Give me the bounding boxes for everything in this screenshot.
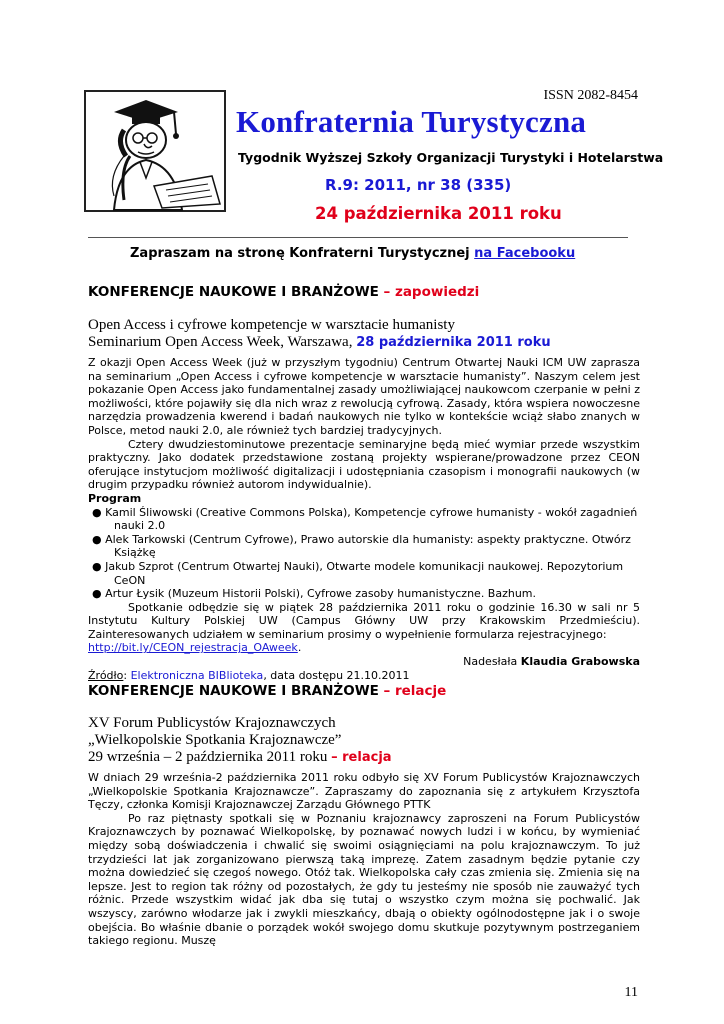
program-item: ● Jakub Szprot (Centrum Otwartej Nauki), Otwarte modele komunikacji naukowej. Repozytorium CeON [92,559,624,587]
article2-body [88,771,640,948]
article1-paragraph3: Spotkanie odbędzie się w piątek 28 października 2011 roku o godzinie 16.30 w sali nr 5 Instytutu Kultury Polskiej UW (Campus Główny UW przy Krakowskim Przedmieściu). Zainteresowanych udziałem w seminarium prosimy o wypełnienie formularza rejestracyjnego: [88,600,640,641]
article2-title-dates: 29 września – 2 października 2011 roku [88,749,332,765]
registration-link[interactable]: http://bit.ly/CEON_rejestracja_OAweek [88,641,298,655]
section-heading-reports [88,683,446,699]
article2-title-line1: XV Forum Publicystów Krajoznawczych [88,715,336,731]
header-divider [88,237,628,238]
article1-title-date: 28 października 2011 roku [356,335,551,350]
invite-text: Zapraszam na stronę Konfraterni Turystycznej [130,246,475,261]
article1-title-line1: Open Access i cyfrowe kompetencje w warsztacie humanisty [88,317,455,333]
issn: ISSN 2082-8454 [543,88,638,103]
logo-illustration [84,90,226,212]
issue-date: 24 października 2011 roku [315,204,562,223]
section-tag: – zapowiedzi [378,284,480,300]
article2-title-tag: – relacja [331,750,392,765]
article1-body [88,356,640,682]
source-label: Źródło [88,668,124,682]
article2-paragraph2: Po raz piętnasty spotkali się w Poznaniu krajoznawcy zaproszeni na Forum Publicystów Krajoznawczych by poznawać Wielkopolskę, by poznawać nowych ludzi i w końcu, by wymieniać między sobą doświadczenia i chwalić się swoimi osiągnięciami na polu krajoznawczym. To już trzydzieści lat jak zorganizowano pierwszą taką imprezę. Zatem zasadnym będzie pytanie czy można dowiedzieć się czegoś nowego. Otóż tak. Wielkopolska cały czas zmienia się. Zmienia się na lepsze. Jest to region tak różny od pozostałych, że gdy tu jesteśmy nie sposób nie zauważyć tych różnic. Przede wszystkim widać jak dba się tutaj o wszystko czym można się pochwalić. Jak wszyscy, zarówno włodarze jak i zwykli mieszkańcy, dbają o obiekty ogólnodostępne jak i o swoje obejścia. Bo właśnie dbanie o porządek wokół swojego domu skutkuje pozytywnym postrzeganiem takiego regionu. Muszę [88,811,640,948]
sent-by-label: Nadesłała [463,655,521,669]
program-item: ● Alek Tarkowski (Centrum Cyfrowe), Prawo autorskie dla humanisty: aspekty praktyczne. Otwórz Książkę [92,532,631,560]
section-heading-announcements [88,284,479,300]
section-tag: – relacje [378,683,447,699]
facebook-link[interactable]: na Facebooku [474,246,576,261]
section-title: KONFERENCJE NAUKOWE I BRANŻOWE [88,683,379,699]
source-rest: , data dostępu 21.10.2011 [263,668,410,682]
article2-title-line3 [88,749,392,766]
program-label: Program [88,491,142,505]
article2-paragraph1: W dniach 29 września-2 października 2011 roku odbyło się XV Forum Publicystów Krajoznawczych „Wielkopolskie Spotkania Krajoznawcze”. Zapraszamy do zapoznania się z artykułem Krzysztofa Tęczy, członka Komisji Krajoznawczej Zarządu Głównego PTTK [88,771,640,812]
page-number: 11 [624,985,638,1000]
article2-title-line2: „Wielkopolskie Spotkania Krajoznawcze” [88,732,342,748]
magazine-subtitle: Tygodnik Wyższej Szkoły Organizacji Turystyki i Hotelarstwa [238,150,664,165]
issue-number: R.9: 2011, nr 38 (335) [325,176,512,194]
article1-paragraph2: Cztery dwudziestominutowe prezentacje seminaryjne będą mieć wymiar przede wszystkim praktyczny. Jako dodatek przedstawione zostaną projekty wspierane/prowadzone przez CEON oferujące instytucjom możliwość digitalizacji i udostępniania czasopism i monografii naukowych (w drugim przypadku również autorom indywidualnie). [88,437,640,492]
article1-paragraph1: Z okazji Open Access Week (już w przyszłym tygodniu) Centrum Otwartej Nauki ICM UW zaprasza na seminarium „Open Access i cyfrowe kompetencje w warsztacie humanisty”. Naszym celem jest pokazanie Open Access jako fundamentalnej zasady umożliwiającej naukowcom czerpanie w pełni z możliwości, które pojawiły się dla nich wraz z rewolucją cyfrową. Zasady, która wspiera nowoczesne narzędzia prowadzenia kwerend i badań naukowych nie tylko w kontekście wciąż słabo znanych w Polsce, metod nauki 2.0, ale również tych bardziej tradycyjnych. [88,356,640,437]
sent-by [88,655,640,669]
article2-title [88,715,392,766]
program-list [88,506,640,601]
source-sep: : [123,668,131,682]
article1-title-event: Seminarium Open Access Week, Warszawa, [88,334,357,350]
source-link[interactable]: Elektroniczna BIBlioteka [130,668,264,682]
section-title: KONFERENCJE NAUKOWE I BRANŻOWE [88,284,379,300]
article1-title-line2 [88,334,551,351]
sent-by-name: Klaudia Grabowska [520,655,640,669]
program-item: ● Artur Łysik (Muzeum Historii Polski), Cyfrowe zasoby humanistyczne. Bazhum. [92,587,537,601]
facebook-invite [130,246,575,261]
source-line [88,669,640,683]
registration-end: . [297,641,302,655]
program-item: ● Kamil Śliwowski (Creative Commons Polska), Kompetencje cyfrowe humanisty - wokół zagadnień nauki 2.0 [92,505,638,533]
registration-line [88,641,640,655]
magazine-title: Konfraternia Turystyczna [236,104,587,139]
article1-title [88,317,551,351]
